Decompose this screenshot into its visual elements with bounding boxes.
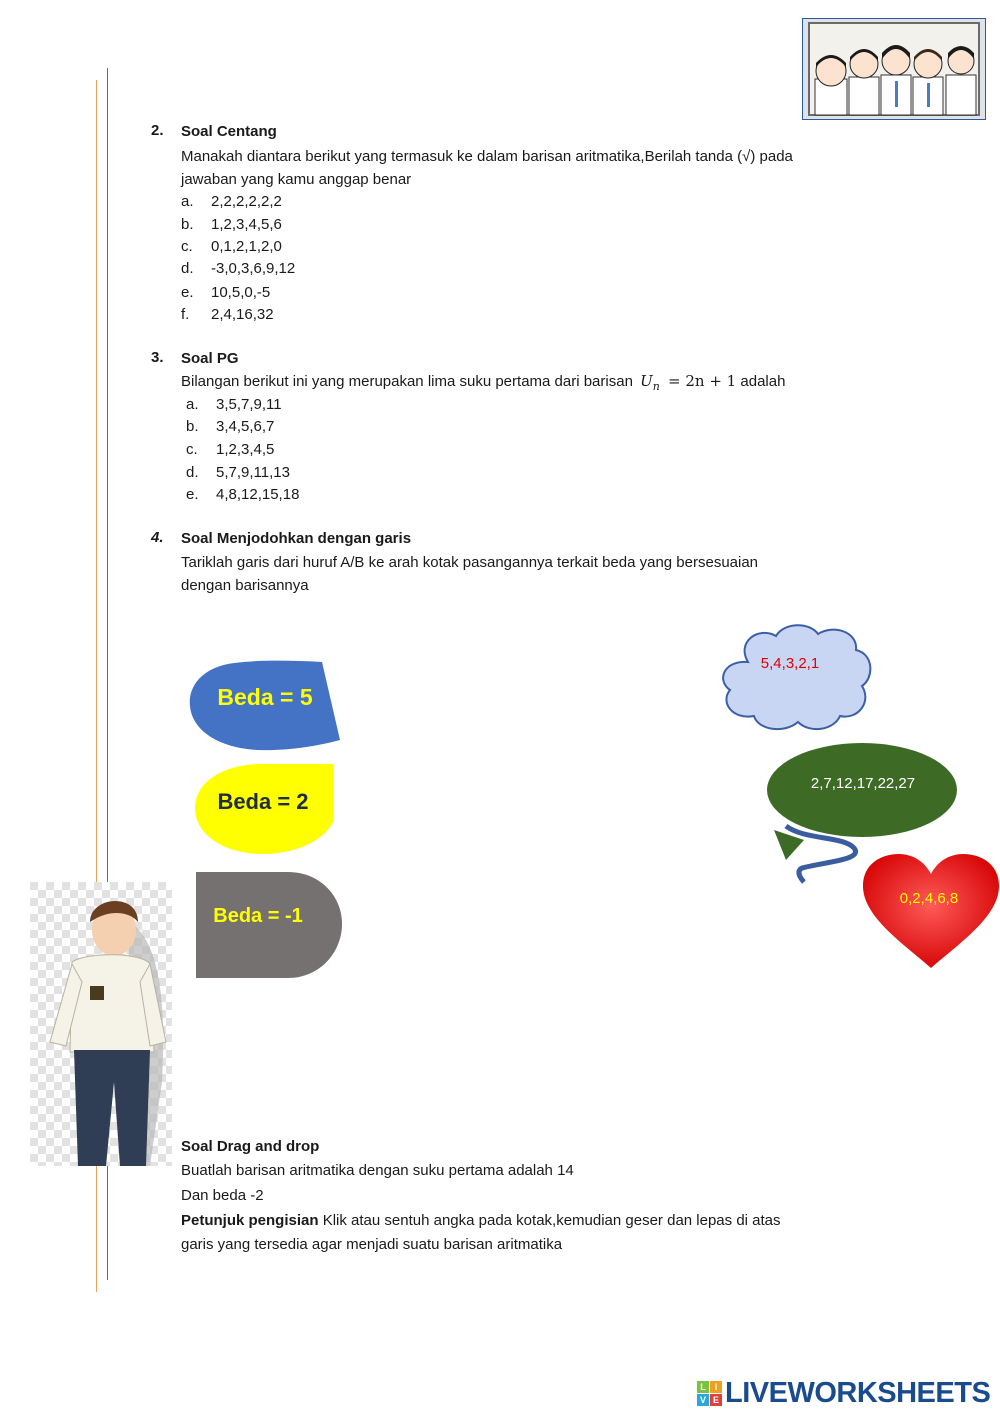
q5-line1: Buatlah barisan aritmatika dengan suku pertama adalah 14 [181,1162,574,1179]
q3-option-b[interactable]: 3,4,5,6,7 [216,418,275,435]
q3-formula [640,372,740,393]
brand-name: LIVEWORKSHEETS [725,1376,991,1409]
label-green-bubble: 2,7,12,17,22,27 [810,775,916,792]
q3-number: 3. [151,349,164,366]
q2-option-d[interactable]: -3,0,3,6,9,12 [211,260,296,277]
label-beda-minus-1: Beda = -1 [213,905,303,927]
q3-option-letter: c. [186,441,198,458]
q2-option-letter: a. [181,193,194,210]
q5-hint-label: Petunjuk pengisian [181,1212,319,1229]
label-heart: 0,2,4,6,8 [899,890,959,907]
q3-title: Soal PG [181,350,239,367]
q2-option-letter: b. [181,216,194,233]
q2-option-b[interactable]: 1,2,3,4,5,6 [211,216,282,233]
q2-option-c[interactable]: 0,1,2,1,2,0 [211,238,282,255]
q2-option-f[interactable]: 2,4,16,32 [211,306,274,323]
q2-title: Soal Centang [181,123,277,140]
q2-option-letter: e. [181,284,194,301]
label-cloud-sequence: 5,4,3,2,1 [760,655,820,672]
q5-title: Soal Drag and drop [181,1138,320,1155]
q3-option-letter: b. [186,418,199,435]
q3-option-d[interactable]: 5,7,9,11,13 [216,464,290,481]
q3-formula-rhs: = 2n + 1 [668,372,737,390]
q2-number: 2. [151,122,164,139]
q3-option-letter: e. [186,486,199,503]
label-beda-2: Beda = 2 [217,789,309,814]
student-illustration [30,882,172,1166]
q3-formula-lhs: U [640,372,653,390]
q4-title: Soal Menjodohkan dengan garis [181,530,412,547]
live-logo-icon: L I V E [697,1381,722,1406]
q2-option-letter: d. [181,260,194,277]
header-students-image [802,18,986,120]
q3-option-e[interactable]: 4,8,12,15,18 [216,486,300,503]
q2-option-letter: f. [181,306,190,323]
q2-option-e[interactable]: 10,5,0,-5 [211,284,271,301]
q3-option-c[interactable]: 1,2,3,4,5 [216,441,275,458]
students-group-icon [803,19,985,119]
q3-option-letter: a. [186,396,199,413]
q5-line2: Dan beda -2 [181,1187,264,1204]
q5-hint-text-1: Klik atau sentuh angka pada kotak,kemudian geser dan lepas di atas [322,1212,781,1229]
student-boy-icon [30,882,172,1166]
q4-instruction-line1: Tariklah garis dari huruf A/B ke arah kotak pasangannya terkait beda yang bersesuaian [181,554,759,571]
q5-hint-line1 [181,1209,781,1232]
q3-instruction-suffix: adalah [740,373,786,390]
q3-instruction-prefix: Bilangan berikut ini yang merupakan lima suku pertama dari barisan [181,373,633,390]
q3-option-letter: d. [186,464,199,481]
label-beda-5: Beda = 5 [217,684,313,710]
shape-cloud-sequence[interactable] [718,622,874,734]
shape-heart[interactable] [861,852,1000,972]
q2-instruction-line2: jawaban yang kamu anggap benar [181,171,412,188]
q2-option-a[interactable]: 2,2,2,2,2,2 [211,193,282,210]
q2-instruction-line1: Manakah diantara berikut yang termasuk ke dalam barisan aritmatika,Berilah tanda (√) pada [181,148,793,165]
q4-number: 4. [151,529,164,546]
q3-option-a[interactable]: 3,5,7,9,11 [216,396,282,413]
liveworksheets-logo[interactable] [697,1376,990,1410]
q4-instruction-line2: dengan barisannya [181,577,309,594]
q3-formula-sub: n [652,380,660,393]
q5-hint-text-2: garis yang tersedia agar menjadi suatu barisan aritmatika [181,1236,563,1253]
q2-option-letter: c. [181,238,193,255]
